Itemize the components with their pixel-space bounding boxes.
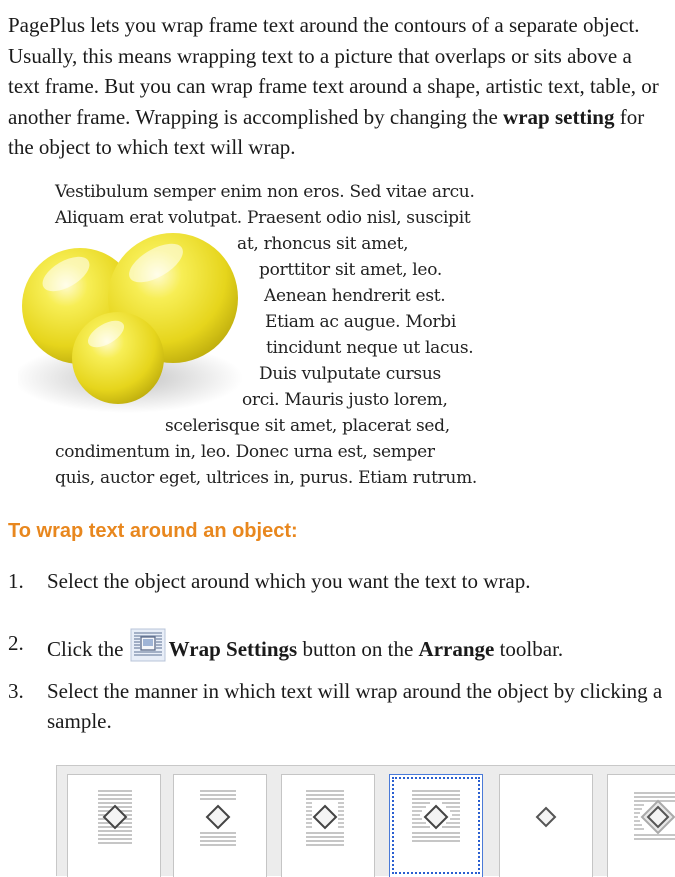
wrap-samples-panel [56, 765, 675, 876]
wrap-settings-icon [130, 628, 166, 662]
wrap-sample-inside[interactable] [499, 774, 593, 877]
step-text: Select the manner in which text will wrap around the object by clicking a sample. [47, 679, 663, 733]
sample-line: orci. Mauris justo lorem, [242, 390, 448, 410]
step-2-post: toolbar. [494, 637, 564, 661]
step-number: 1. [8, 569, 24, 593]
wrap-sample-edge[interactable] [607, 774, 675, 877]
step-text [47, 628, 667, 664]
sample-line: tincidunt neque ut lacus. [266, 338, 474, 358]
sample-line: porttitor sit amet, leo. [259, 260, 442, 280]
wrap-sample-top-and-bottom[interactable] [173, 774, 267, 877]
intro-text-1: PagePlus lets you wrap frame text around the contours of a separate object. Usually, this means wrapping text to a picture that overlaps or sits above a text frame. But you can wrap frame text around a shape, artistic text, table, or another frame. Wrapping is accomplished by changing the [8, 13, 659, 129]
step-number: 2. [8, 631, 24, 655]
sample-line: quis, auctor eget, ultrices in, purus. Etiam rutrum. [55, 468, 478, 488]
wrap-sample-tight[interactable] [389, 774, 483, 877]
sample-line: Duis vulputate cursus [259, 364, 441, 384]
sample-line: Aliquam erat volutpat. Praesent odio nisl, suscipit [55, 208, 471, 228]
wrap-sample-square[interactable] [281, 774, 375, 877]
sample-line: Vestibulum semper enim non eros. Sed vitae arcu. [55, 182, 475, 202]
sample-line: scelerisque sit amet, placerat sed, [165, 416, 450, 436]
step-2-mid: button on the [297, 637, 419, 661]
step-text: Select the object around which you want the text to wrap. [47, 569, 531, 593]
wrap-sample-none[interactable] [67, 774, 161, 877]
intro-text-2: for the object to which text will wrap. [8, 104, 645, 159]
sample-line: Etiam ac augue. Morbi [265, 312, 456, 332]
sample-line: condimentum in, leo. Donec urna est, semper [55, 442, 435, 462]
step-2-pre: Click the [47, 637, 129, 661]
section-heading: To wrap text around an object: [8, 520, 298, 542]
sample-line: at, rhoncus sit amet, [237, 234, 409, 254]
yellow-spheres-image [18, 228, 248, 413]
step-2-bold-wrap-settings: Wrap Settings [168, 637, 298, 661]
intro-paragraph [8, 10, 668, 163]
step-2-bold-arrange: Arrange [418, 637, 495, 661]
step-number: 3. [8, 679, 24, 703]
intro-bold-wrap-setting: wrap setting [503, 104, 615, 129]
sample-line: Aenean hendrerit est. [264, 286, 446, 306]
